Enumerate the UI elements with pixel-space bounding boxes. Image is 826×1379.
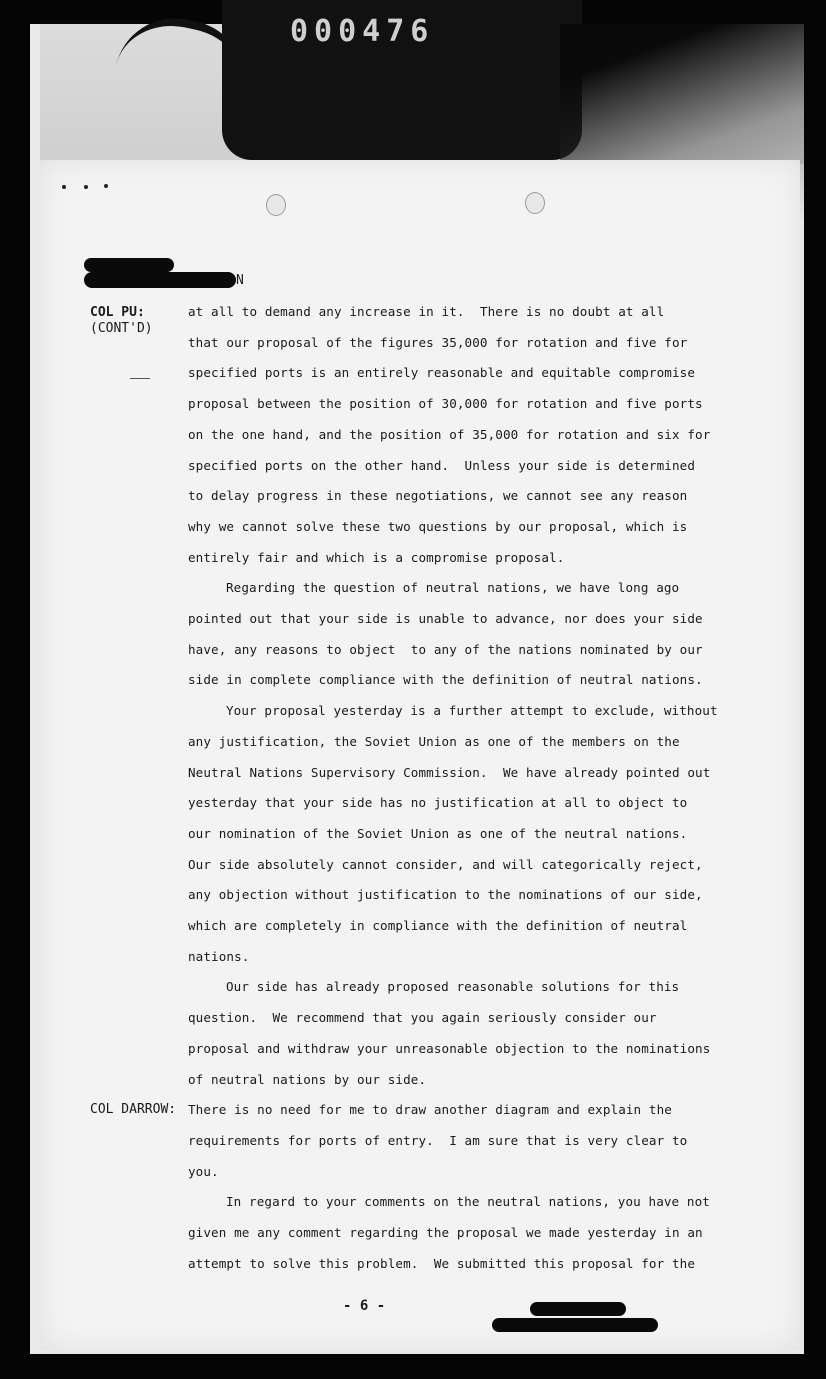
redaction-bar xyxy=(530,1302,626,1316)
speaker-col-darrow: COL DARROW: xyxy=(90,1102,177,1117)
text-line: which are completely in compliance with the definition of neutral xyxy=(188,918,688,933)
text-line: question. We recommend that you again seriously consider our xyxy=(188,1010,657,1026)
text-line: any justification, the Soviet Union as one of the members on the xyxy=(188,733,680,749)
text-line: why we cannot solve these two questions by our proposal, which is xyxy=(188,518,688,534)
text-line: pointed out that your side is unable to advance, nor does your side xyxy=(188,611,703,626)
speaker-header-tail: N xyxy=(236,273,244,288)
text-line: that our proposal of the figures 35,000 for rotation and five for xyxy=(188,334,688,350)
text-line: yesterday that your side has no justification at all to object to xyxy=(188,795,688,811)
text-line: Regarding the question of neutral nations, we have long ago xyxy=(226,580,680,596)
text-line: requirements for ports of entry. I am sure that is very clear to xyxy=(188,1132,688,1148)
text-line: entirely fair and which is a compromise proposal. xyxy=(188,549,565,565)
speaker-continued: (CONT'D) xyxy=(90,321,153,336)
text-line: In regard to your comments on the neutral nations, you have not xyxy=(226,1194,710,1210)
text-line: proposal and withdraw your unreasonable objection to the nominations xyxy=(188,1040,711,1056)
speck xyxy=(84,185,88,189)
text-line: nations. xyxy=(188,948,250,964)
text-line: side in complete compliance with the definition of neutral nations. xyxy=(188,672,703,688)
text-line: attempt to solve this problem. We submitted this proposal for the xyxy=(188,1255,696,1271)
text-line: to delay progress in these negotiations, we cannot see any reason xyxy=(188,488,688,504)
redaction-bar xyxy=(84,258,174,272)
text-line: our nomination of the Soviet Union as one of the neutral nations. xyxy=(188,825,688,841)
text-line: at all to demand any increase in it. There is no doubt at all xyxy=(188,304,665,319)
text-line: Neutral Nations Supervisory Commission. We have already pointed out xyxy=(188,764,711,780)
text-line: Our side absolutely cannot consider, and will categorically reject, xyxy=(188,856,703,872)
text-line: specified ports is an entirely reasonable and equitable compromise xyxy=(188,365,696,381)
redaction-bar xyxy=(84,272,236,288)
page-number: - 6 - xyxy=(343,1298,386,1314)
stamp-number: 000476 xyxy=(290,14,435,49)
text-line: given me any comment regarding the proposal we made yesterday in an xyxy=(188,1225,703,1240)
redaction-bar xyxy=(492,1318,658,1332)
text-line: proposal between the position of 30,000 for rotation and five ports xyxy=(188,396,703,412)
punch-hole-right xyxy=(525,192,545,214)
text-line: There is no need for me to draw another diagram and explain the xyxy=(188,1102,672,1118)
text-line: on the one hand, and the position of 35,000 for rotation and six for xyxy=(188,426,711,442)
speck xyxy=(62,185,66,189)
text-line: you. xyxy=(188,1163,219,1179)
text-line: of neutral nations by our side. xyxy=(188,1071,427,1087)
text-line: have, any reasons to object to any of the nations nominated by our xyxy=(188,641,703,657)
margin-mark xyxy=(130,378,150,379)
text-line: Your proposal yesterday is a further attempt to exclude, without xyxy=(226,703,718,719)
text-line: any objection without justification to the nominations of our side, xyxy=(188,887,703,903)
text-line: specified ports on the other hand. Unless your side is determined xyxy=(188,457,696,473)
text-line: Our side has already proposed reasonable solutions for this xyxy=(226,979,680,995)
punch-hole-left xyxy=(266,194,286,216)
speaker-col-pu: COL PU: xyxy=(90,305,145,320)
speck xyxy=(104,184,108,188)
